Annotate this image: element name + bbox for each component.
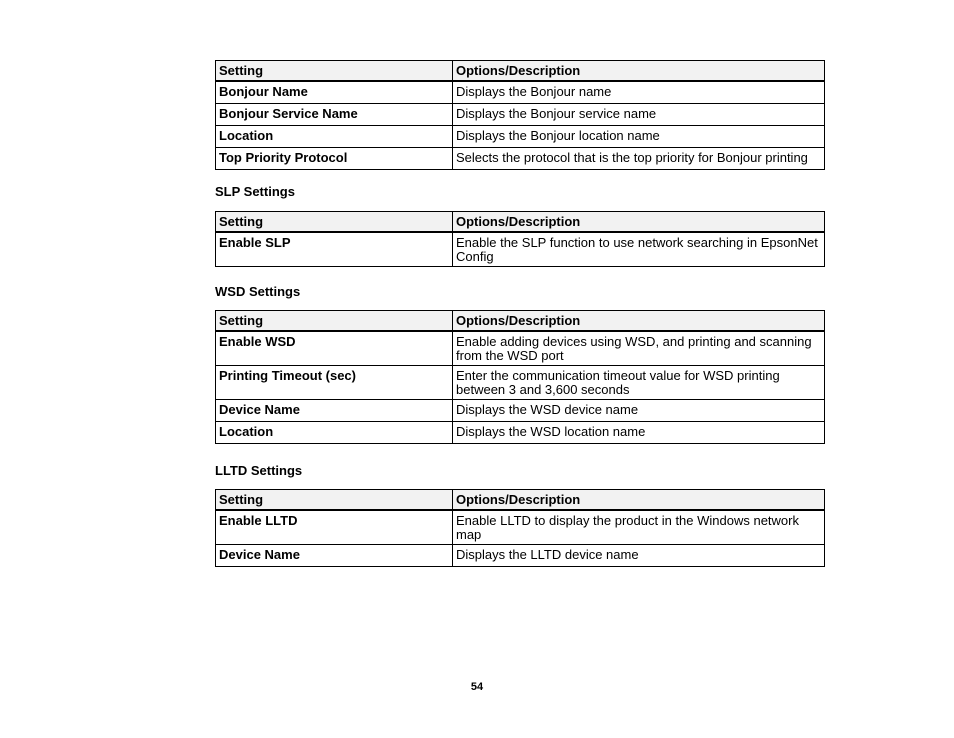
setting-column-header: Setting [216,212,453,233]
setting-description: Enable the SLP function to use network searching in EpsonNet Config [453,232,825,267]
setting-name: Device Name [216,400,453,422]
table-row [216,81,825,104]
wsd-settings-table [215,310,825,444]
setting-description: Enable LLTD to display the product in the Windows network map [453,510,825,545]
slp-settings-table [215,211,825,267]
table-row [216,422,825,444]
setting-description: Selects the protocol that is the top priority for Bonjour printing [453,148,825,170]
options-column-header: Options/Description [453,61,825,82]
table-row [216,400,825,422]
lltd-settings-table [215,489,825,567]
setting-name: Enable SLP [216,232,453,267]
setting-description: Enter the communication timeout value for WSD printing between 3 and 3,600 seconds [453,366,825,400]
setting-name: Location [216,422,453,444]
setting-name: Enable WSD [216,331,453,366]
lltd-settings-heading: LLTD Settings [215,463,303,478]
bonjour-settings-table [215,60,825,170]
page-number: 54 [470,681,484,693]
setting-name: Enable LLTD [216,510,453,545]
table-header-row [216,212,825,233]
table-row [216,126,825,148]
setting-name: Printing Timeout (sec) [216,366,453,400]
setting-description: Enable adding devices using WSD, and printing and scanning from the WSD port [453,331,825,366]
slp-settings-heading: SLP Settings [215,184,295,199]
setting-name: Top Priority Protocol [216,148,453,170]
options-column-header: Options/Description [453,212,825,233]
setting-name: Bonjour Name [216,81,453,104]
table-row [216,545,825,567]
setting-name: Device Name [216,545,453,567]
setting-description: Displays the WSD location name [453,422,825,444]
setting-description: Displays the Bonjour service name [453,104,825,126]
setting-description: Displays the WSD device name [453,400,825,422]
setting-description: Displays the LLTD device name [453,545,825,567]
options-column-header: Options/Description [453,490,825,511]
setting-description: Displays the Bonjour name [453,81,825,104]
table-row [216,331,825,366]
table-row [216,232,825,267]
setting-column-header: Setting [216,61,453,82]
table-header-row [216,61,825,82]
table-row [216,510,825,545]
setting-name: Bonjour Service Name [216,104,453,126]
setting-column-header: Setting [216,311,453,332]
setting-name: Location [216,126,453,148]
table-row [216,366,825,400]
wsd-settings-heading: WSD Settings [215,284,301,299]
table-header-row [216,311,825,332]
table-header-row [216,490,825,511]
table-row [216,148,825,170]
options-column-header: Options/Description [453,311,825,332]
table-row [216,104,825,126]
setting-column-header: Setting [216,490,453,511]
setting-description: Displays the Bonjour location name [453,126,825,148]
